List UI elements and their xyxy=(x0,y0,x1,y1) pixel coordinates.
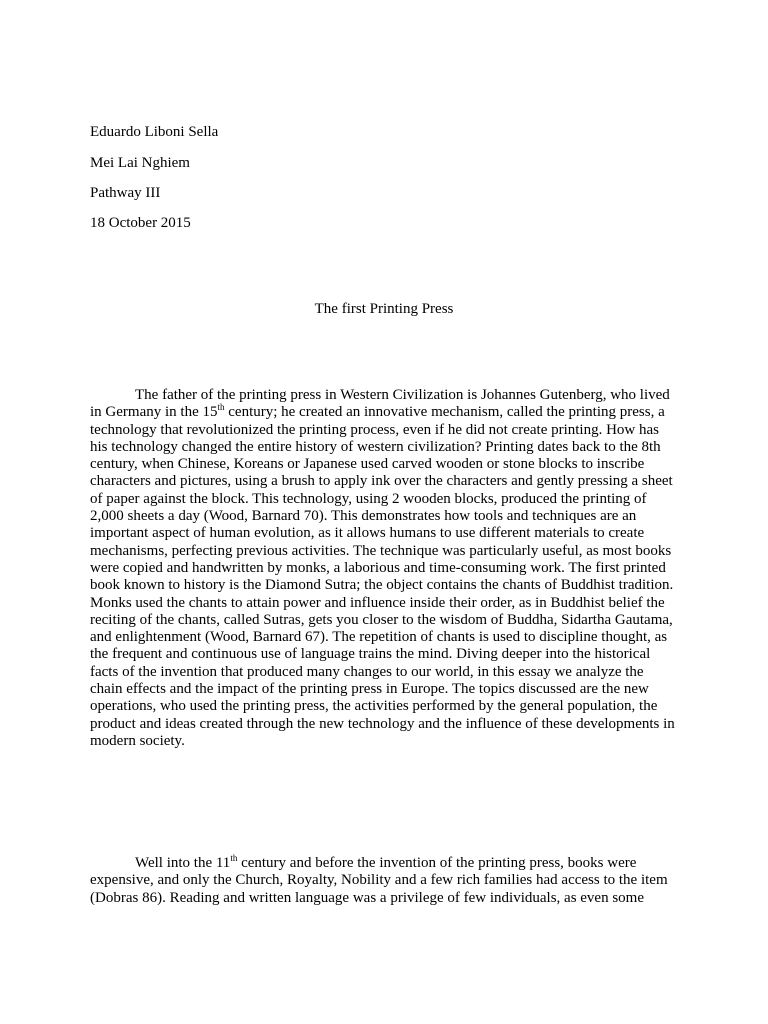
paragraph-line: his technology changed the entire history of western civilization? Printing dates back to the 8th xyxy=(90,438,661,455)
ordinal-superscript: th xyxy=(217,402,225,413)
paragraph-line xyxy=(90,855,680,872)
paragraph-line: important aspect of human evolution, as it allows humans to use different materials to create xyxy=(90,525,645,542)
paragraph-line: characters and pictures, using a brush to apply ink over the characters and gently pressing a sheet xyxy=(90,473,673,490)
paragraph-line: the frequent and continuous use of language trains the mind. Diving deeper into the historical xyxy=(90,646,651,663)
paragraph-line: book known to history is the Diamond Sutra; the object contains the chants of Buddhist tradition. xyxy=(90,577,674,594)
paragraph-line: operations, who used the printing press, the activities performed by the general population, the xyxy=(90,698,658,715)
essay-title: The first Printing Press xyxy=(314,301,454,317)
paragraph-line: technology that revolutionized the printing process, even if he did not create printing. How has xyxy=(90,421,660,438)
paragraph-line: facts of the invention that produced many changes to our world, in this essay we analyze the xyxy=(90,663,644,680)
paragraph-line: product and ideas created through the new technology and the influence of these developments in xyxy=(90,715,675,732)
paragraph-line: Monks used the chants to attain power and influence inside their order, as in Buddhist belief the xyxy=(90,594,665,611)
line-text: century and before the invention of the printing press, books were xyxy=(237,855,637,871)
author-name: Eduardo Liboni Sella xyxy=(90,124,219,140)
paragraph-line: were copied and handwritten by monks, a laborious and time-consuming work. The first printed xyxy=(90,559,666,576)
paragraph-line: century, when Chinese, Koreans or Japanese used carved wooden or stone blocks to inscribe xyxy=(90,456,645,473)
paragraph-line: mechanisms, perfecting previous activities. The technique was particularly useful, as most books xyxy=(90,542,672,559)
paragraph-line xyxy=(90,387,680,404)
instructor-name: Mei Lai Nghiem xyxy=(90,155,190,171)
paragraph-line: expensive, and only the Church, Royalty, Nobility and a few rich families had access to the item xyxy=(90,872,668,889)
paragraph-line: (Dobras 86). Reading and written language was a privilege of few individuals, as even some xyxy=(90,889,645,906)
line-text: Well into the 11 xyxy=(135,855,231,871)
course-name: Pathway III xyxy=(90,185,161,201)
paragraph-introduction xyxy=(90,387,680,750)
line-text: century; he created an innovative mechanism, called the printing press, a xyxy=(224,404,665,421)
paragraph-line: of paper against the block. This technology, using 2 wooden blocks, produced the printing of xyxy=(90,490,647,507)
paragraph-line: and enlightenment (Wood, Barnard 67). The repetition of chants is used to discipline thought, as xyxy=(90,629,668,646)
paragraph-line: reciting of the chants, called Sutras, gets you closer to the wisdom of Buddha, Sidartha Gautama, xyxy=(90,611,673,628)
essay-date: 18 October 2015 xyxy=(90,215,191,231)
paragraph-line: modern society. xyxy=(90,732,185,749)
ordinal-superscript: th xyxy=(230,853,238,863)
line-text: The father of the printing press in Western Civilization is Johannes Gutenberg, who lived xyxy=(135,387,670,403)
line-text: in Germany in the 15 xyxy=(90,404,218,421)
paragraph-line: chain effects and the impact of the printing press in Europe. The topics discussed are the new xyxy=(90,681,649,698)
paragraph-second xyxy=(90,855,680,907)
paragraph-line xyxy=(90,404,680,421)
paragraph-line: 2,000 sheets a day (Wood, Barnard 70). This demonstrates how tools and techniques are an xyxy=(90,508,637,525)
